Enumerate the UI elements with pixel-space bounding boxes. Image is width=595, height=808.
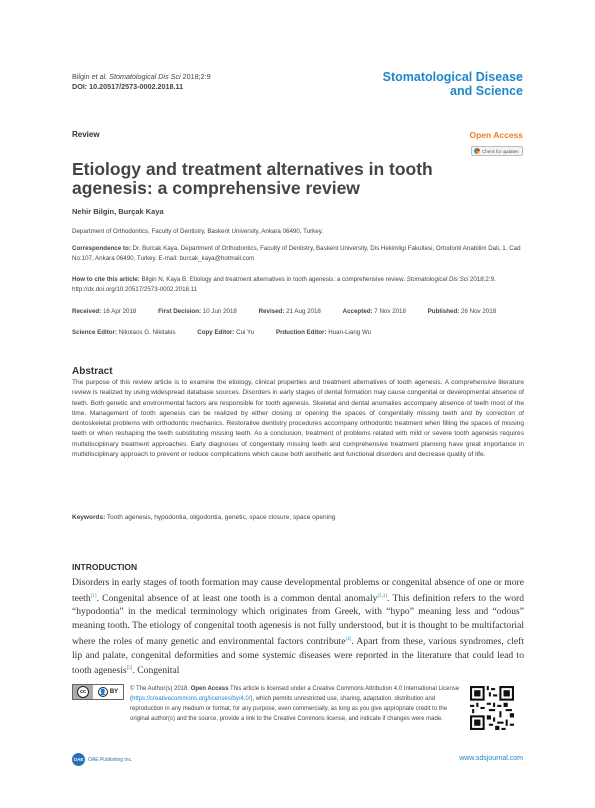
author-list: Nehir Bilgin, Burçak Kaya <box>72 207 164 216</box>
editors <box>72 328 524 338</box>
license-copyright: © The Author(s) 2018. <box>130 686 190 692</box>
correspondence <box>72 244 524 264</box>
date-revised: Revised: 21 Aug 2018 <box>258 308 321 315</box>
license-url-link[interactable]: https://creativecommons.org/licenses/by/4.0/ <box>132 696 251 702</box>
reference-5[interactable]: [5] <box>126 666 133 672</box>
oae-logo-icon: OAE <box>72 753 85 766</box>
attribution-person-icon: 👤 <box>98 687 108 697</box>
keywords-label: Keywords: <box>72 514 106 521</box>
date-received: Received: 16 Apr 2018 <box>72 308 137 315</box>
publisher-name: OAE Publishing Inc. <box>88 756 133 763</box>
correspondence-label: Correspondence to: <box>72 245 131 252</box>
citation-journal: . Stomatological Dis Sci <box>105 72 183 81</box>
journal-name-line1: Stomatological Disease <box>382 70 523 84</box>
reference-2-3[interactable]: [2,3] <box>377 593 388 599</box>
keywords <box>72 514 524 521</box>
crossmark-icon <box>474 148 480 154</box>
citation-header <box>72 72 211 92</box>
reference-4[interactable]: [4] <box>345 636 352 642</box>
correspondence-text: Dr. Burcak Kaya, Department of Orthodontics, Faculty of Dentistry, Baskent University, Dis Hekimligi Fakultesi, Ortodonti Anabilim Dali, 1. Cad No:107, Ankara 06490, Turkey. E-mail: burcak_kaya@hotmail.com <box>72 245 521 262</box>
abstract-heading: Abstract <box>72 366 113 377</box>
crossmark-button[interactable] <box>471 146 523 156</box>
abstract-text: The purpose of this review article is to examine the etiology, clinical properties and treatment alternatives of tooth agenesis. A comprehensive literature review is realized by using widespread database sources. Disorders in early stages of dental formation may cause congenital or developmental absence of teeth. Both genetic and environmental factors are responsible for tooth agenesis. Skeletal and dental anomalies accompany absence of teeth most of the time. Management of tooth agenesis can be realized by either closing or opening the spaces of congenitally missing teeth and by correction of dentoskeletal problems with orthodontic mechanics. Restorative dentistry procedures accompany orthodontic treatment when filling the spaces of missing teeth or when reshaping the teeth substituting missing teeth. As a conclusion, treatment of problems related with mild or severe tooth agenesis requires multidisciplinary treatment approaches. Early diagnoses of congenitally missing teeth and comprehensive treatment planning have great importance in multidisciplinary approach to prevent or reduce complications which cause both aesthetic and functional disorders and decrease quality of life. <box>72 379 524 459</box>
cc-by-badge[interactable] <box>72 684 124 700</box>
date-first-decision: First Decision: 10 Jun 2018 <box>158 308 237 315</box>
citation-authors: Bilgin <box>72 72 92 81</box>
open-access-label: Open Access <box>469 130 523 140</box>
editor-copy: Copy Editor: Cui Yu <box>197 329 255 336</box>
license-text-2: ), which permits unrestricted use, sharing, adaptation, distribution and reproduction in any medium or format, for any purpose, even commercially, as long as you give appropriate credit to the original author(s) and the source, provide a link to the Creative Commons license, and indicate if changes were made. <box>130 696 448 722</box>
article-dates <box>72 307 524 317</box>
journal-website-link[interactable]: www.sdsjournal.com <box>459 755 523 762</box>
how-to-cite-label: How to cite this article: <box>72 276 140 283</box>
citation-etal: et al <box>91 72 106 81</box>
qr-code-icon <box>470 686 514 730</box>
publisher-logo <box>72 753 132 766</box>
doi[interactable]: DOI: 10.20517/2573-0002.2018.11 <box>72 82 184 91</box>
date-published: Published: 26 Nov 2018 <box>427 308 497 315</box>
date-accepted: Accepted: 7 Nov 2018 <box>342 308 406 315</box>
journal-name <box>363 70 523 98</box>
how-to-cite-journal: Stomatological Dis Sci <box>406 276 469 283</box>
article-title: Etiology and treatment alternatives in tooth agenesis: a comprehensive review <box>72 159 433 198</box>
license-text <box>130 684 460 724</box>
cc-by-label: BY <box>109 689 119 695</box>
how-to-cite-text: Bilgin N, Kaya B. Etiology and treatment alternatives in tooth agenesis: a comprehensive review. <box>139 276 407 283</box>
license-open-access: Open Access <box>190 686 229 692</box>
section-label: Review <box>72 130 100 139</box>
editor-science: Science Editor: Nikolaos G. Nikitakis <box>72 329 176 336</box>
how-to-cite <box>72 275 524 295</box>
journal-name-line2: and Science <box>450 84 523 98</box>
how-to-cite-rest: 2018;2:9. http://dx.doi.org/10.20517/2573-0002.2018.11 <box>72 276 496 293</box>
keywords-text: Tooth agenesis, hypodontia, oligodontia, genetic, space closure, space opening <box>105 514 336 521</box>
introduction-heading: INTRODUCTION <box>72 562 138 572</box>
citation-year: 2018;2:9 <box>182 72 211 81</box>
reference-1[interactable]: [1] <box>90 593 97 599</box>
affiliation: Department of Orthodontics, Faculty of Dentistry, Baskent University, Ankara 06490, Turkey. <box>72 228 324 235</box>
editor-production: Prduction Editor: Huan-Liang Wu <box>275 329 372 336</box>
license-text-1: This article is licensed under a Creative Commons Attribution 4.0 International License ( <box>130 686 460 702</box>
crossmark-label: Check for updates <box>482 148 519 154</box>
cc-icon: cc <box>77 686 89 698</box>
introduction-text: Disorders in early stages of tooth formation may cause developmental problems or congenital absence of one or more teeth[1]. Congenital absence of at least one tooth is a common dental anomaly[2,3]. This definition refers to the word “hypodontia” in the medical terminology which originates from Greek, with “hypo” meaning less and “odous” meaning tooth. The etiology of congenital tooth agenesis is not fully understood, but it is thought to be multifactorial where the roles of many genetic and environmental factors contribute[4]. Apart from these, various syndromes, cleft lip and palate, congenital deformities and some systemic diseases were reported in the literature that could lead to tooth agenesis[5]. Congenital <box>72 577 524 677</box>
